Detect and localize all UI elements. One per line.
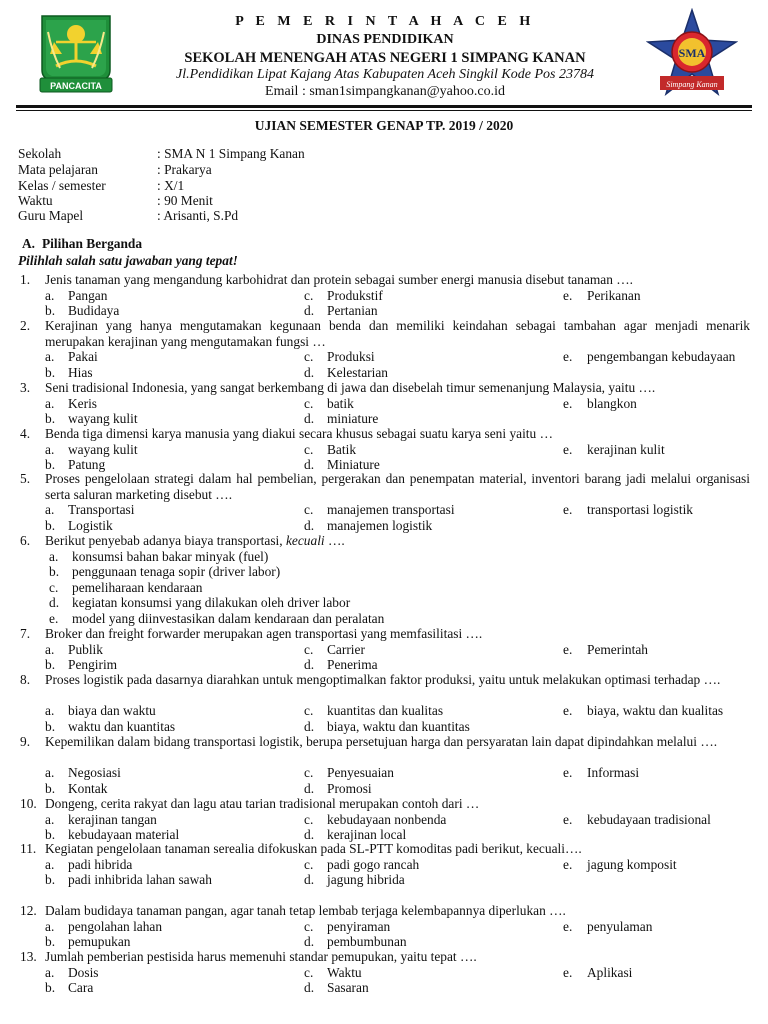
option-text: model yang diinvestasikan dalam kendaraan dan peralatan <box>72 610 385 626</box>
option-letter: d. <box>304 934 315 949</box>
option-text: penyiraman <box>327 918 391 934</box>
option-letter: c. <box>304 765 314 780</box>
option-text: Pengirim <box>68 657 118 672</box>
option-letter: c. <box>304 811 314 827</box>
option-text: Informasi <box>587 765 640 780</box>
option-letter: b. <box>45 303 56 318</box>
option-text: Penerima <box>327 657 378 672</box>
option-text: manajemen transportasi <box>327 502 455 517</box>
option-text: kuantitas dan kualitas <box>327 703 444 718</box>
question-text-line: Dalam budidaya tanaman pangan, agar tanah tetap lembab terjaga kelembapannya diperlukan …. <box>45 903 566 918</box>
option-letter: c. <box>304 703 314 718</box>
option-text: Perikanan <box>587 287 641 303</box>
option-letter: b. <box>45 827 56 842</box>
option-text: transportasi logistik <box>587 502 694 517</box>
option-letter: d. <box>49 595 60 610</box>
question-number: 1. <box>20 272 31 287</box>
info-key: Guru Mapel <box>18 208 84 223</box>
question-number: 9. <box>20 734 31 749</box>
option-text: Promosi <box>327 780 372 796</box>
option-letter: b. <box>45 872 56 887</box>
option-letter: d. <box>304 457 315 472</box>
question-text <box>45 533 750 549</box>
option-text: Hias <box>68 364 93 380</box>
school-logo <box>646 8 738 104</box>
question-text-line: …. <box>700 734 718 749</box>
question-text <box>45 380 750 396</box>
question-text-line: Berikut penyebab adanya biaya transportasi, <box>45 533 283 548</box>
header-email: Email : sman1simpangkanan@yahoo.co.id <box>265 84 505 99</box>
option-text: Transportasi <box>68 502 135 517</box>
option-text: biaya, waktu dan kuantitas <box>327 718 470 734</box>
question-text <box>45 426 750 442</box>
option-letter: a. <box>45 502 55 517</box>
question-number: 11. <box>20 841 37 856</box>
option-letter: e. <box>563 287 573 303</box>
option-letter: b. <box>49 564 60 579</box>
option-letter: e. <box>563 765 573 780</box>
option-letter: a. <box>45 641 55 657</box>
right-logo-text: Simpang Kanan <box>666 80 718 89</box>
option-text: Pakai <box>68 349 98 364</box>
option-letter: d. <box>304 980 315 995</box>
left-logo-text: PANCACITA <box>50 81 102 91</box>
option-text: Sasaran <box>327 980 369 995</box>
option-text: Penyesuaian <box>327 765 394 780</box>
option-text: Produkstif <box>327 287 383 303</box>
option-text: Waktu <box>327 964 362 980</box>
option-letter: d. <box>304 780 315 796</box>
info-value: : Arisanti, S.Pd <box>157 208 239 223</box>
option-text: kerajinan kulit <box>587 441 665 457</box>
option-letter: a. <box>45 918 55 934</box>
option-letter: e. <box>563 395 573 411</box>
section-heading <box>22 236 142 252</box>
option-letter: e. <box>563 964 573 980</box>
option-letter: c. <box>49 579 59 595</box>
option-text: kerajinan tangan <box>68 811 157 827</box>
option-text: wayang kulit <box>68 441 138 457</box>
question-number: 8. <box>20 672 31 687</box>
question-text-line: Benda tiga dimensi karya manusia yang diakui secara khusus sebagai suatu karya seni yaitu … <box>45 426 553 441</box>
question-number: 5. <box>20 471 31 486</box>
option-letter: d. <box>304 364 315 380</box>
option-letter: e. <box>563 918 573 934</box>
option-text: jagung komposit <box>587 856 677 872</box>
question-text <box>45 471 750 503</box>
option-letter: e. <box>563 703 573 718</box>
question-text <box>45 672 750 688</box>
option-letter: b. <box>45 718 56 734</box>
question-text <box>45 318 750 350</box>
question-text-line: Broker dan freight forwarder merupakan agen transportasi yang memfasilitasi …. <box>45 626 483 641</box>
header-address: Jl.Pendidikan Lipat Kajang Atas Kabupaten Aceh Singkil Kode Pos 23784 <box>176 67 594 82</box>
question-text-tail: …. <box>328 533 345 548</box>
option-letter: c. <box>304 502 314 517</box>
info-key: Sekolah <box>18 146 62 161</box>
info-key: Kelas / semester <box>18 178 106 193</box>
section-number: A. <box>22 236 36 251</box>
question-text-line: Jumlah pemberian pestisida harus memenuhi standar pemupukan, yaitu tepat …. <box>45 949 477 964</box>
option-text: jagung hibrida <box>327 872 405 887</box>
header-government: P E M E R I N T A H A C E H <box>235 14 535 29</box>
option-letter: c. <box>304 641 314 657</box>
question-text-line: Kerajinan yang hanya mengutamakan kegunaan benda dan memiliki keindahan sebagai tambahan agar menjadi menarik <box>45 318 750 333</box>
option-letter: a. <box>45 703 55 718</box>
instruction: Pilihlah salah satu jawaban yang tepat! <box>18 253 238 268</box>
option-text: pengolahan lahan <box>68 918 163 934</box>
info-value: : X/1 <box>157 178 185 193</box>
option-text: pemupukan <box>68 934 131 949</box>
header-rule-thick <box>16 105 752 108</box>
option-letter: a. <box>45 964 55 980</box>
option-text: Budidaya <box>68 303 120 318</box>
header-rule-thin <box>16 110 752 111</box>
question-text-line: Proses logistik pada dasarnya diarahkan untuk mengoptimalkan faktor produksi, yaitu untuk melakukan optimasi terhadap <box>45 672 701 687</box>
option-letter: d. <box>304 827 315 842</box>
option-letter: a. <box>49 548 59 564</box>
option-text: Keris <box>68 395 98 411</box>
option-letter: a. <box>45 811 55 827</box>
option-text: kerajinan local <box>327 827 407 842</box>
question-text-line: organisasi serta saluran marketing disebut …. <box>45 471 750 502</box>
option-text: Patung <box>68 457 106 472</box>
option-text: Logistik <box>68 517 113 533</box>
question-text-line: …. <box>703 672 721 687</box>
option-text: padi gogo rancah <box>327 856 420 872</box>
option-text: biaya, waktu dan kualitas <box>587 703 724 718</box>
option-letter: d. <box>304 517 315 533</box>
question-text <box>45 272 750 288</box>
question-text-line: Kepemilikan dalam bidang transportasi logistik, berupa persetujuan harga dan persyaratan lain dapat dipindahkan melalui <box>45 734 697 749</box>
question-number: 12. <box>20 903 37 918</box>
option-letter: c. <box>304 856 314 872</box>
option-text: Aplikasi <box>587 964 633 980</box>
option-letter: d. <box>304 872 315 887</box>
option-letter: b. <box>45 780 56 796</box>
option-text: Kelestarian <box>327 364 388 380</box>
option-text: pemeliharaan kendaraan <box>72 579 203 595</box>
question-text-line: merupakan kerajinan yang mengutamakan fungsi … <box>45 334 326 349</box>
option-letter: b. <box>45 934 56 949</box>
option-text: Carrier <box>327 641 365 657</box>
option-text: batik <box>327 395 354 411</box>
option-letter: d. <box>304 657 315 672</box>
question-text-line: Jenis tanaman yang mengandung karbohidrat dan protein sebagai sumber energi manusia disebut tanaman …. <box>45 272 634 287</box>
question-number: 2. <box>20 318 31 333</box>
question-number: 7. <box>20 626 31 641</box>
option-letter: e. <box>49 610 59 626</box>
option-text: waktu dan kuantitas <box>68 718 176 734</box>
option-letter: e. <box>563 349 573 364</box>
option-text: kebudayaan tradisional <box>587 811 711 827</box>
option-letter: b. <box>45 980 56 995</box>
question-text-line: Dongeng, cerita rakyat dan lagu atau tarian tradisional merupakan contoh dari … <box>45 796 480 811</box>
option-text: Pemerintah <box>587 641 648 657</box>
option-letter: a. <box>45 441 55 457</box>
question-text-line: Proses pengelolaan strategi dalam hal pembelian, pergerakan dan penempatan material, inventori barang jadi melalui <box>45 471 692 486</box>
option-text: biaya dan waktu <box>68 703 156 718</box>
option-text: kebudayaan nonbenda <box>327 811 447 827</box>
option-text: konsumsi bahan bakar minyak (fuel) <box>72 548 269 564</box>
option-letter: b. <box>45 657 56 672</box>
option-letter: a. <box>45 765 55 780</box>
option-letter: a. <box>45 287 55 303</box>
option-text: Kontak <box>68 780 108 796</box>
option-text: pengembangan kebudayaan <box>587 349 736 364</box>
question-number: 10. <box>20 796 37 811</box>
option-text: kegiatan konsumsi yang dilakukan oleh driver labor <box>72 595 351 610</box>
option-text: Negosiasi <box>68 765 121 780</box>
option-text: penyulaman <box>587 918 653 934</box>
info-value: : Prakarya <box>157 162 212 177</box>
header-school-name: SEKOLAH MENENGAH ATAS NEGERI 1 SIMPANG KANAN <box>184 50 586 66</box>
section-title: Pilihan Berganda <box>42 236 143 251</box>
option-text: penggunaan tenaga sopir (driver labor) <box>72 564 281 579</box>
option-letter: b. <box>45 457 56 472</box>
question-text <box>45 903 750 919</box>
option-text: wayang kulit <box>68 411 138 426</box>
right-logo-badge: SMA <box>678 46 706 60</box>
info-key: Mata pelajaran <box>18 162 98 177</box>
option-letter: a. <box>45 349 55 364</box>
exam-title: UJIAN SEMESTER GENAP TP. 2019 / 2020 <box>254 118 514 133</box>
question-number: 6. <box>20 533 31 548</box>
option-letter: b. <box>45 517 56 533</box>
question-number: 4. <box>20 426 31 441</box>
option-text: Publik <box>68 641 103 657</box>
question-text <box>45 734 750 750</box>
header-department: DINAS PENDIDIKAN <box>316 32 454 47</box>
option-letter: c. <box>304 395 314 411</box>
option-letter: c. <box>304 918 314 934</box>
aceh-pancacita-logo <box>36 12 116 96</box>
option-letter: c. <box>304 441 314 457</box>
option-text: miniature <box>327 411 379 426</box>
question-text <box>45 949 750 965</box>
option-text: padi hibrida <box>68 856 133 872</box>
question-text-italic: kecuali <box>285 533 325 548</box>
question-number: 3. <box>20 380 31 395</box>
question-text <box>45 796 750 812</box>
info-value: : SMA N 1 Simpang Kanan <box>157 146 305 161</box>
option-letter: c. <box>304 964 314 980</box>
option-text: Pertanian <box>327 303 378 318</box>
option-letter: e. <box>563 441 573 457</box>
question-number: 13. <box>20 949 37 964</box>
option-letter: b. <box>45 411 56 426</box>
option-letter: a. <box>45 856 55 872</box>
option-text: Miniature <box>327 457 380 472</box>
option-text: Batik <box>327 441 357 457</box>
option-letter: d. <box>304 411 315 426</box>
option-letter: d. <box>304 303 315 318</box>
option-letter: c. <box>304 349 314 364</box>
option-text: blangkon <box>587 395 637 411</box>
option-text: Pangan <box>68 287 108 303</box>
option-letter: e. <box>563 502 573 517</box>
option-text: manajemen logistik <box>327 517 433 533</box>
option-text: kebudayaan material <box>68 827 180 842</box>
info-value: : 90 Menit <box>157 193 213 208</box>
question-text-line: Kegiatan pengelolaan tanaman serealia difokuskan pada SL-PTT komoditas padi berikut, kecuali…. <box>45 841 582 856</box>
option-text: padi inhibrida lahan sawah <box>68 872 212 887</box>
option-text: Cara <box>68 980 94 995</box>
option-text: pembumbunan <box>327 934 407 949</box>
option-letter: e. <box>563 641 573 657</box>
option-letter: c. <box>304 287 314 303</box>
question-text <box>45 841 750 857</box>
option-letter: d. <box>304 718 315 734</box>
option-letter: a. <box>45 395 55 411</box>
option-letter: e. <box>563 811 573 827</box>
info-key: Waktu <box>18 193 53 208</box>
option-letter: e. <box>563 856 573 872</box>
question-text-line: Seni tradisional Indonesia, yang sangat berkembang di jawa dan disebelah timur semenanjung Malaysia, yaitu …. <box>45 380 656 395</box>
option-text: Produksi <box>327 349 375 364</box>
question-text <box>45 626 750 642</box>
option-text: Dosis <box>68 964 99 980</box>
option-letter: b. <box>45 364 56 380</box>
